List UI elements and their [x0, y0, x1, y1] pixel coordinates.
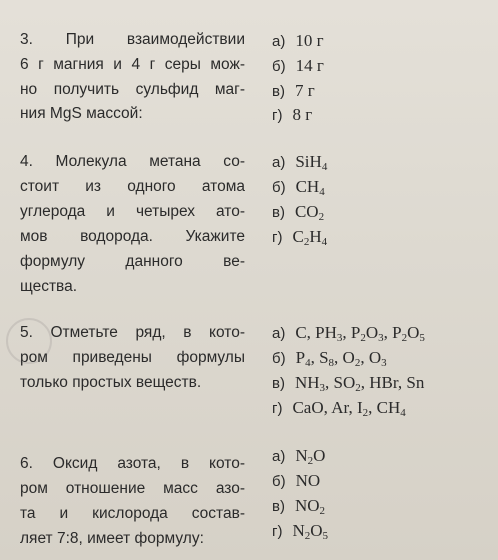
- question-line: но получить сульфид маг-: [20, 81, 245, 98]
- question-line: 5. Отметьте ряд, в кото-: [20, 324, 245, 341]
- answer-letter: г): [272, 107, 283, 124]
- answer-text: $C_2H_4$: [292, 227, 328, 248]
- question-line: 4. Молекула метана со-: [20, 153, 245, 170]
- answer-option: [272, 446, 325, 467]
- question-line: ром приведены формулы: [20, 349, 245, 366]
- question-line: та и кислорода состав-: [20, 505, 245, 522]
- answer-letter: б): [272, 473, 286, 490]
- answer-option: [272, 373, 424, 394]
- question-line: углерода и четырех ато-: [20, 203, 245, 220]
- answer-letter: б): [272, 179, 286, 196]
- question-line: стоит из одного атома: [20, 178, 245, 195]
- answer-option: [272, 496, 325, 517]
- answer-letter: а): [272, 33, 286, 50]
- answer-option: [272, 81, 315, 102]
- question-line: ния MgS массой:: [20, 105, 143, 122]
- answer-letter: а): [272, 448, 286, 465]
- question-line: мов водорода. Укажите: [20, 228, 245, 245]
- answer-text: 10 г: [295, 31, 324, 50]
- answer-text: $NH_3$, $SO_2$, HBr, Sn: [294, 373, 425, 394]
- answer-letter: б): [272, 58, 286, 75]
- question-line: 6 г магния и 4 г серы мож-: [20, 56, 245, 73]
- question-line: 3. При взаимодействии: [20, 31, 245, 48]
- question-line: 6. Оксид азота, в кото-: [20, 455, 245, 472]
- answer-text: $CO_2$: [294, 202, 325, 223]
- answer-text: 7 г: [294, 81, 315, 100]
- answer-option: [272, 177, 325, 198]
- answer-letter: в): [272, 204, 285, 221]
- answer-text: SiH$_4$: [295, 152, 328, 173]
- answer-letter: в): [272, 375, 285, 392]
- question-line: ром отношение масс азо-: [20, 480, 245, 497]
- question-line: щества.: [20, 278, 78, 295]
- answer-option: [272, 521, 328, 542]
- answer-text: CaO, Ar, $I_2$, $CH_4$: [292, 398, 406, 419]
- question-line: только простых веществ.: [20, 374, 202, 391]
- answer-option: [272, 471, 320, 492]
- answer-letter: в): [272, 498, 285, 515]
- answer-text: 8 г: [292, 105, 313, 124]
- answer-text: $NO_2$: [294, 496, 326, 517]
- answer-letter: г): [272, 229, 283, 246]
- answer-option: [272, 323, 425, 344]
- answer-letter: а): [272, 325, 286, 342]
- answer-option: [272, 56, 324, 77]
- question-line: формулу данного ве-: [20, 253, 245, 270]
- answer-text: $N_2O$: [295, 446, 326, 467]
- answer-option: [272, 152, 327, 173]
- answer-letter: а): [272, 154, 286, 171]
- answer-option: [272, 398, 406, 419]
- answer-text: NO: [295, 471, 321, 490]
- question-line: ляет 7:8, имеет формулу:: [20, 530, 204, 547]
- answer-letter: г): [272, 523, 283, 540]
- answer-option: [272, 105, 312, 126]
- answer-letter: г): [272, 400, 283, 417]
- answer-option: [272, 227, 327, 248]
- answer-text: $P_4$, $S_8$, $O_2$, $O_3$: [295, 348, 387, 369]
- answer-text: C, $PH_3$, $P_2O_3$, $P_2O_5$: [295, 323, 425, 344]
- answer-option: [272, 202, 324, 223]
- answer-option: [272, 348, 387, 369]
- answer-text: $N_2O_5$: [292, 521, 329, 542]
- answer-letter: б): [272, 350, 286, 367]
- answer-letter: в): [272, 83, 285, 100]
- answer-text: $CH_4$: [295, 177, 325, 198]
- answer-text: 14 г: [295, 56, 324, 75]
- answer-option: [272, 31, 324, 52]
